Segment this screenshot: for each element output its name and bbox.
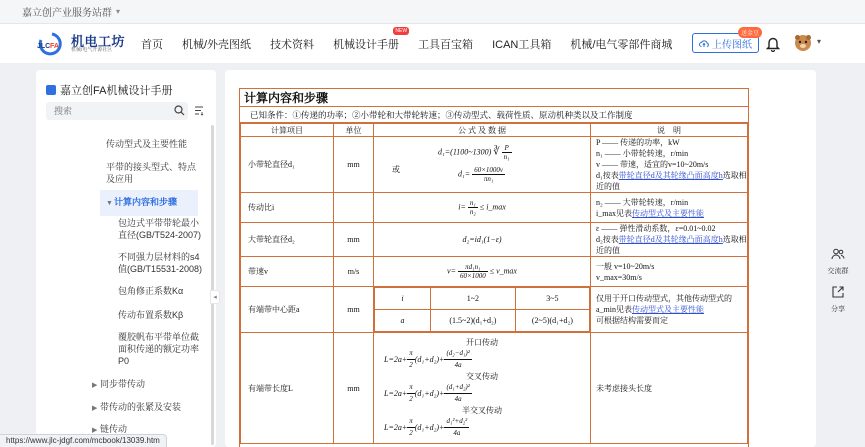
sidebar-item[interactable]: 传动型式及主要性能: [106, 139, 188, 149]
desc-text: 仅用于开口传动型式，其他传动型式的a_min见表: [596, 294, 732, 314]
site-group-label[interactable]: 嘉立创产业服务站群: [22, 8, 112, 19]
caret-right-icon: ▶: [92, 427, 98, 434]
share-icon: [831, 285, 845, 299]
row-desc: [591, 257, 748, 287]
frac-num: n₁: [469, 199, 476, 207]
table-row: [241, 333, 748, 444]
sidebar-item[interactable]: 平带的接头型式、特点及应用: [106, 162, 197, 184]
upload-label: 上传图纸: [712, 39, 752, 51]
nav-home[interactable]: 首页: [141, 39, 163, 51]
formula-text: L=2a+: [384, 423, 408, 432]
table-row: [241, 257, 748, 287]
sub-cell: 3~5: [515, 288, 589, 310]
desc-line: [596, 293, 747, 315]
row-item: 大带轮直径d₂: [241, 223, 334, 257]
frac-den: πn₁: [483, 174, 494, 183]
nav-parts-mall[interactable]: 机械/电气零部件商城: [570, 39, 673, 51]
frac-num: d₁²+d₂²: [444, 416, 469, 428]
frac-den: 4a: [454, 361, 462, 369]
formula-text: L=2a+: [384, 355, 408, 364]
sidebar-scrollbar[interactable]: [211, 125, 214, 445]
col-header-item: 计算项目: [241, 124, 334, 137]
sub-cell: i: [375, 288, 431, 310]
bonus-badge: 送金豆: [738, 27, 762, 38]
row-formula: [374, 193, 591, 223]
caret-down-icon: ▼: [106, 200, 113, 207]
frac-num: (d₁+d₂)²: [444, 382, 471, 394]
top-strip[interactable]: [0, 0, 865, 24]
desc-line: P —— 传递的功率，kW: [596, 138, 680, 147]
sidebar-title-text: 嘉立创FA机械设计手册: [60, 85, 173, 97]
link-pulley-diameter[interactable]: 带轮直径d及其轮缘凸面高度h: [618, 235, 723, 244]
desc-line: [596, 234, 747, 256]
col-header-desc: 说 明: [591, 124, 748, 137]
chevron-down-icon[interactable]: ▾: [817, 37, 822, 46]
cross-drive-label: 交叉传动: [466, 372, 498, 381]
sidebar-subitem[interactable]: 传动布置系数Kβ: [118, 310, 184, 320]
logo-name: 机电工坊: [71, 33, 126, 49]
share-button[interactable]: [823, 285, 853, 314]
sidebar-subitem[interactable]: 包角修正系数Kα: [118, 286, 184, 296]
formula-text: d₁=(1100~1300): [438, 146, 492, 156]
sidebar-item[interactable]: [92, 401, 190, 415]
sub-cell: (1.5~2)(d₁+d₂): [431, 310, 516, 332]
row-unit: m/s: [334, 257, 374, 287]
desc-text: i_max见表: [596, 208, 632, 218]
sub-cell: (2~5)(d₁+d₂): [515, 310, 589, 332]
formula-text: (d₁+d₂)+: [414, 423, 445, 432]
new-badge: NEW: [395, 28, 408, 34]
nav-toolbox[interactable]: 工具百宝箱: [418, 39, 474, 51]
link-transmission-type[interactable]: 传动型式及主要性能: [632, 305, 704, 314]
handbook-sidebar: [36, 70, 216, 447]
row-desc: 未考虑接头长度: [591, 333, 748, 444]
link-transmission-type[interactable]: 传动型式及主要性能: [632, 208, 704, 218]
desc-line: [596, 170, 747, 192]
sidebar-subitem[interactable]: 覆胶帆布平带单位截面积传递的额定功率P0: [118, 332, 200, 366]
link-pulley-diameter[interactable]: 带轮直径d及其轮缘凸面高度h: [618, 171, 723, 180]
center-distance-subtable: [374, 287, 590, 332]
logo-mark-icon: [36, 32, 68, 56]
frac-den: 2: [409, 429, 413, 437]
row-formula: [374, 287, 591, 333]
calc-steps-doc: [239, 88, 749, 447]
sidebar-search-input[interactable]: [46, 102, 188, 120]
chat-group-button[interactable]: [823, 247, 853, 276]
svg-text:JLC: JLC: [37, 43, 51, 50]
row-unit: mm: [334, 223, 374, 257]
desc-text: 选取相近的值: [596, 235, 747, 255]
nav-drawings[interactable]: 机械/外壳图纸: [182, 39, 252, 51]
row-unit: mm: [334, 287, 374, 333]
cloud-upload-icon: [699, 39, 709, 48]
upload-drawing-button[interactable]: [692, 33, 759, 53]
table-row: [241, 223, 748, 257]
row-unit: mm: [334, 137, 374, 193]
chevron-down-icon: ▾: [116, 7, 121, 16]
desc-line: 一般 v=10~20m/s: [596, 261, 655, 271]
desc-line: ε —— 弹性滑动系数，ε=0.01~0.02: [596, 224, 716, 233]
formula-text: d₁=: [458, 168, 471, 178]
formula-text: d₂=id₁(1−ε): [462, 235, 502, 244]
desc-text: d₁按表: [596, 171, 619, 180]
row-formula: [374, 257, 591, 287]
frac-num: 60×1000v: [474, 165, 504, 174]
desc-line: n₁ —— 小带轮转速，r/min: [596, 149, 689, 158]
or-label: 或: [392, 164, 400, 174]
doc-title: 计算内容和步骤: [240, 89, 748, 107]
share-label: 分享: [831, 306, 845, 313]
sidebar-item[interactable]: [92, 378, 190, 392]
table-row: [241, 137, 748, 193]
formula-text: i=: [458, 202, 466, 212]
search-icon[interactable]: [174, 105, 185, 116]
sidebar-item-label: 计算内容和步骤: [114, 197, 178, 207]
desc-line: v_max=30m/s: [596, 272, 642, 282]
formula-text: v=: [447, 266, 456, 276]
formula-text: (d₁+d₂)+: [414, 389, 445, 398]
desc-line: 可根据结构需要而定: [596, 316, 668, 325]
frac-num: P: [502, 144, 512, 153]
sidebar-item-label: 带传动的张紧及安装: [100, 402, 182, 412]
calc-table: [240, 123, 748, 444]
frac-num: π: [407, 348, 415, 360]
open-drive-label: 开口传动: [466, 338, 498, 347]
main-content: [225, 70, 816, 447]
row-formula: [374, 223, 591, 257]
desc-line: v —— 带速，适宜的v=10~20m/s: [596, 160, 709, 169]
collapse-sidebar-icon[interactable]: ◂: [210, 290, 220, 304]
book-icon: [46, 85, 56, 95]
frac-den: 2: [409, 395, 413, 403]
row-desc: [591, 287, 748, 333]
bell-icon[interactable]: [766, 36, 780, 52]
status-url: https://www.jlc-jdgf.com/mcbook/13039.htm: [0, 434, 167, 447]
logo-tagline: 机械/电气开源社区: [71, 47, 113, 54]
desc-line: n₂ —— 大带轮转速，r/min: [596, 197, 689, 207]
sort-icon[interactable]: [194, 105, 204, 116]
row-desc: [591, 193, 748, 223]
row-formula: 或 d₁=(1100~1300) ∛ $\frac{P}{\text{n₁}}$ d₁= $\frac{60\times 1000v}{\text{πn₁}}$: [374, 137, 591, 193]
col-header-unit: 单位: [334, 124, 374, 137]
row-item: 传动比i: [241, 193, 334, 223]
row-item: 有端带中心距a: [241, 287, 334, 333]
chat-group-label: 交流群: [827, 268, 849, 275]
col-header-formula: 公 式 及 数 据: [374, 124, 591, 137]
desc-text: d₂按表: [596, 235, 619, 244]
formula-text: L=2a+: [384, 389, 408, 398]
table-row: [241, 193, 748, 223]
frac-den: n₂: [469, 208, 476, 216]
frac-num: (d₂−d₁)²: [444, 348, 471, 360]
desc-text: 选取相近的值: [596, 171, 747, 191]
doc-conditions: 已知条件：①传递的功率；②小带轮和大带轮转速；③传动型式、载荷性质、原动机种类以及工作制度: [240, 107, 748, 123]
desc-line: [596, 208, 747, 219]
formula-text: ≤ v_max: [489, 266, 517, 276]
frac-den: 60×1000: [459, 272, 486, 280]
formula-text: (d₁+d₂)+: [414, 355, 445, 364]
nav-design-handbook[interactable]: [333, 28, 408, 52]
avatar[interactable]: [794, 34, 812, 52]
sidebar-item-label: 链传动: [100, 424, 128, 434]
sub-cell: 1~2: [431, 288, 516, 310]
row-item: 小带轮直径d₁: [241, 137, 334, 193]
table-row: [241, 287, 748, 333]
sidebar-subitem[interactable]: 不同强力层材料的s4值(GB/T15531-2008): [118, 252, 203, 274]
row-unit: [334, 193, 374, 223]
sidebar-title: [46, 82, 172, 98]
row-desc: [591, 137, 748, 193]
row-formula: [374, 333, 591, 444]
nav-tech-docs[interactable]: 技术资料: [270, 39, 315, 51]
table-header-row: [241, 124, 748, 137]
caret-right-icon: ▶: [92, 405, 98, 412]
row-unit: mm: [334, 333, 374, 444]
half-cross-drive-label: 半交叉传动: [462, 406, 502, 415]
frac-den: 4a: [454, 395, 462, 403]
frac-den: n₁: [503, 152, 510, 161]
sidebar-subitem[interactable]: 包边式平带带轮最小直径(GB/T524-2007): [118, 218, 202, 240]
caret-right-icon: ▶: [92, 382, 98, 389]
row-item: 带速v: [241, 257, 334, 287]
formula-text: ≤ i_max: [479, 202, 506, 212]
nav-ican-toolbox[interactable]: ICAN工具箱: [492, 39, 552, 51]
sidebar-item-label: 同步带传动: [100, 379, 146, 389]
site-header: [0, 24, 865, 64]
row-item: 有端带长度L: [241, 333, 334, 444]
nav-design-handbook-label: 机械设计手册: [333, 39, 400, 51]
row-desc: [591, 223, 748, 257]
people-icon: [831, 247, 845, 261]
frac-num: π: [407, 382, 415, 394]
frac-den: 4a: [453, 429, 461, 437]
site-logo[interactable]: [36, 28, 126, 60]
frac-num: π: [407, 416, 415, 428]
frac-num: πd₁n₁: [458, 263, 488, 272]
main-nav: [141, 24, 691, 64]
frac-den: 2: [409, 361, 413, 369]
sidebar-item-active[interactable]: [100, 190, 198, 216]
svg-text:FA: FA: [50, 43, 59, 50]
sub-cell: a: [375, 310, 431, 332]
